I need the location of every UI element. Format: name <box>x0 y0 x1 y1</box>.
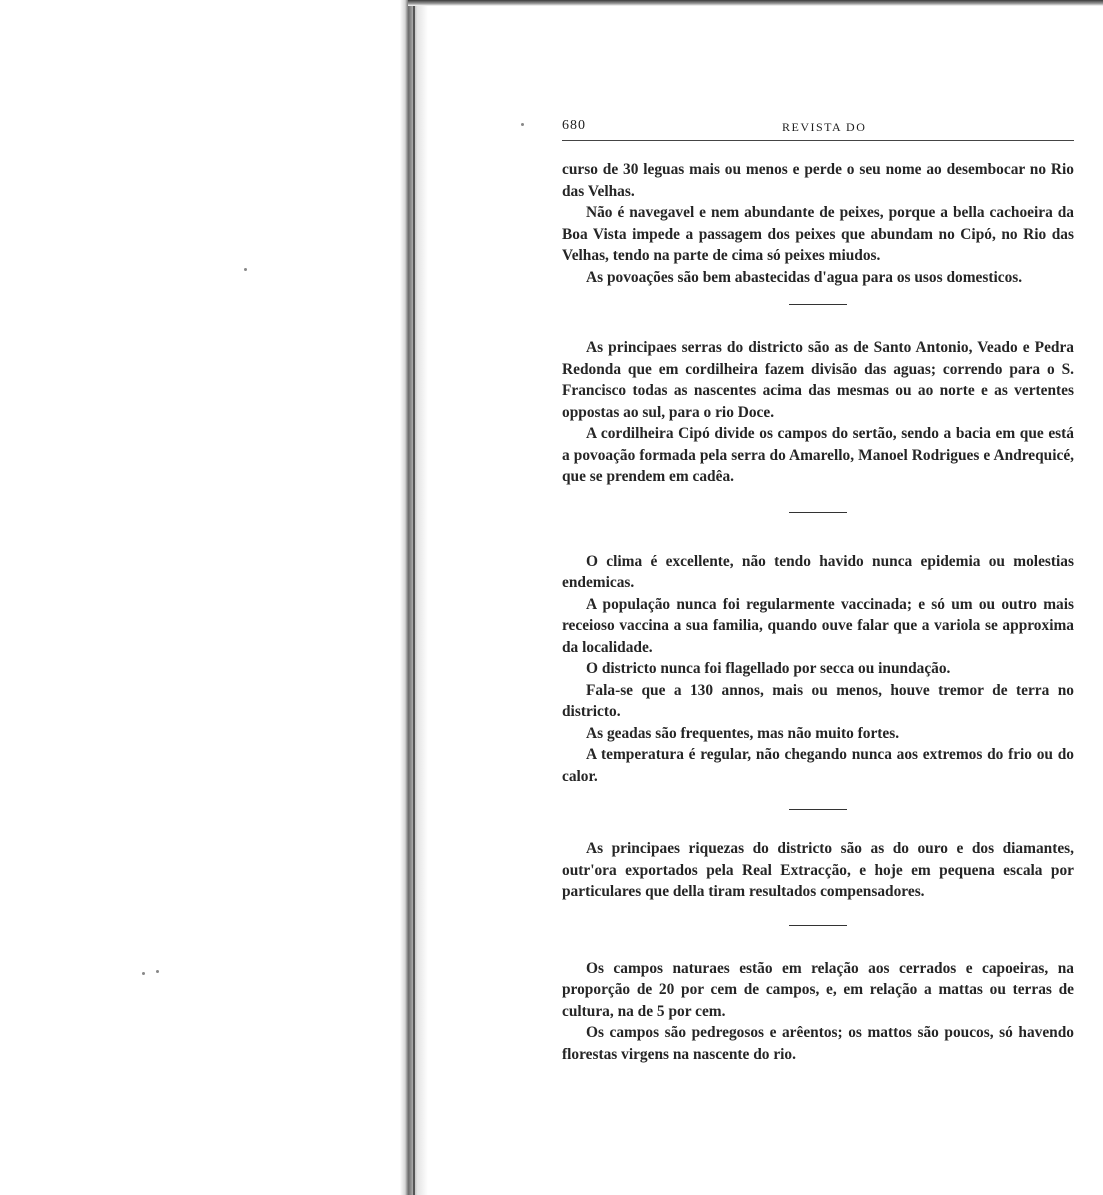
scan-speck <box>156 970 159 973</box>
running-head <box>562 118 1074 141</box>
book-page <box>562 118 1074 1065</box>
section-divider <box>789 809 847 810</box>
paragraph: As povoações são bem abastecidas d'agua para os usos domesticos. <box>586 268 1023 286</box>
paragraph: O districto nunca foi flagellado por secca ou inundação. <box>586 660 951 677</box>
paragraph: A temperatura é regular, não chegando nunca aos extremos do frio ou do calor. <box>562 746 1074 785</box>
paragraph: Os campos são pedregosos e arêentos; os mattos são poucos, só havendo florestas virgens na nascente do rio. <box>562 1024 1074 1063</box>
paragraph: Não é navegavel e nem abundante de peixes, porque a bella cachoeira da Boa Vista impede a passagem dos peixes que abundam no Cipó, no Rio das Velhas, tendo na parte de cima só peixes miudos. <box>562 204 1074 264</box>
running-title: REVISTA DO <box>782 120 867 134</box>
section-wealth <box>562 838 1074 903</box>
page-number: 680 <box>562 118 586 133</box>
section-climate <box>562 551 1074 788</box>
page-top-edge <box>408 0 1103 6</box>
paragraph: A cordilheira Cipó divide os campos do sertão, sendo a bacia em que está a povoação formada pela serra do Amarello, Manoel Rodrigues e Andrequicé, que se prendem em cadêa. <box>562 425 1074 485</box>
page-body <box>562 159 1074 1065</box>
paragraph: A população nunca foi regularmente vaccinada; e só um ou outro mais receioso vaccina a sua familia, quando ouve falar que a variola se approxima da localidade. <box>562 595 1074 656</box>
section-divider <box>789 512 847 513</box>
section-land <box>562 958 1074 1066</box>
section-rivers <box>562 159 1074 288</box>
paragraph: O clima é excellente, não tendo havido nunca epidemia ou molestias endemicas. <box>562 552 1074 591</box>
section-divider <box>789 925 847 926</box>
section-mountains <box>562 337 1074 488</box>
section-divider <box>789 304 847 305</box>
binding-line <box>413 0 415 1195</box>
scan-speck <box>142 972 145 975</box>
paragraph: curso de 30 leguas mais ou menos e perde o seu nome ao desembocar no Rio das Velhas. <box>562 161 1074 200</box>
scan-speck <box>521 123 524 126</box>
paragraph: As geadas são frequentes, mas não muito fortes. <box>586 724 900 742</box>
paragraph: As principaes riquezas do districto são as do ouro e dos diamantes, outr'ora exportados pela Real Extracção, e hoje em pequena escala por particulares que della tiram resultados compensadores. <box>562 840 1074 900</box>
paragraph: Os campos naturaes estão em relação aos cerrados e capoeiras, na proporção de 20 por cem de campos, e, em relação a mattas ou terras de cultura, na de 5 por cem. <box>562 959 1074 1020</box>
scan-speck <box>244 268 247 271</box>
paragraph: Fala-se que a 130 annos, mais ou menos, houve tremor de terra no districto. <box>562 681 1074 720</box>
paragraph: As principaes serras do districto são as de Santo Antonio, Veado e Pedra Redonda que em cordilheira fazem divisão das aguas; correndo para o S. Francisco todas as nascentes acima das mesmas ou ao norte e as vertentes oppostas ao sul, para o rio Doce. <box>562 339 1074 421</box>
